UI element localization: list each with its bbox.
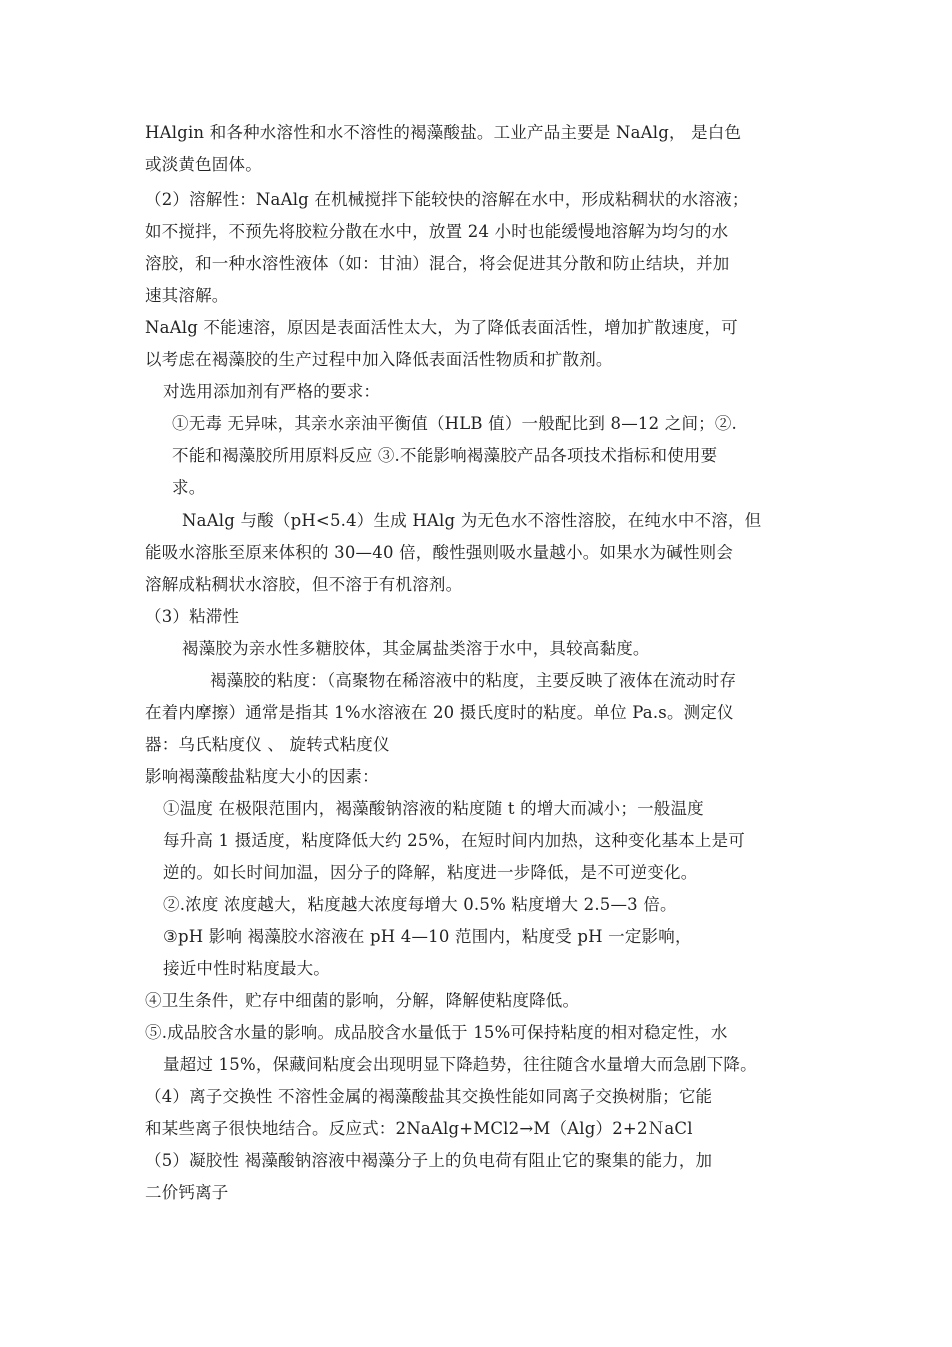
text-line: NaAlg 与酸（pH<5.4）生成 HAlg 为无色水不溶性溶胶，在纯水中不溶，但 — [182, 511, 762, 530]
text-line: ⑤.成品胶含水量的影响。成品胶含水量低于 15%可保持粘度的相对稳定性，水 — [145, 1023, 728, 1042]
text-line: 褐藻胶为亲水性多糖胶体，其金属盐类溶于水中，具较高黏度。 — [182, 639, 650, 658]
text-line: 接近中性时粘度最大。 — [163, 959, 330, 978]
text-line: 逆的。如长时间加温，因分子的降解，粘度进一步降低，是不可逆变化。 — [163, 863, 698, 882]
text-line: 二价钙离子 — [145, 1183, 229, 1202]
text-line: 能吸水溶胀至原来体积的 30—40 倍，酸性强则吸水量越小。如果水为碱性则会 — [145, 543, 734, 562]
text-line: 或淡黄色固体。 — [145, 155, 262, 174]
text-line: 影响褐藻酸盐粘度大小的因素： — [145, 767, 379, 786]
text-line: （3）粘滞性 — [145, 607, 240, 626]
text-line: 不能和褐藻胶所用原料反应 ③.不能影响褐藻胶产品各项技术指标和使用要 — [172, 446, 718, 465]
text-line: ①无毒 无异味，其亲水亲油平衡值（HLB 值）一般配比到 8—12 之间；②. — [172, 414, 737, 433]
text-line: 在着内摩擦）通常是指其 1%水溶液在 20 摄氏度时的粘度。单位 Pa.s。测定仪 — [145, 703, 734, 722]
text-line: 溶解成粘稠状水溶胶，但不溶于有机溶剂。 — [145, 575, 463, 594]
text-line: ②.浓度 浓度越大，粘度越大浓度每增大 0.5% 粘度增大 2.5—3 倍。 — [163, 895, 677, 914]
text-line: 量超过 15%，保藏间粘度会出现明显下降趋势，往往随含水量增大而急剧下降。 — [163, 1055, 757, 1074]
text-line: 器：乌氏粘度仪 、 旋转式粘度仪 — [145, 735, 390, 754]
text-line: 以考虑在褐藻胶的生产过程中加入降低表面活性物质和扩散剂。 — [145, 350, 613, 369]
text-line: （4）离子交换性 不溶性金属的褐藻酸盐其交换性能如同离子交换树脂；它能 — [145, 1087, 713, 1106]
text-line: 求。 — [172, 478, 206, 497]
text-line: （2）溶解性：NaAlg 在机械搅拌下能较快的溶解在水中，形成粘稠状的水溶液； — [145, 190, 749, 209]
text-line: ①温度 在极限范围内，褐藻酸钠溶液的粘度随 t 的增大而减小；一般温度 — [163, 799, 704, 818]
text-line: NaAlg 不能速溶，原因是表面活性太大，为了降低表面活性，增加扩散速度，可 — [145, 318, 738, 337]
text-line: ④卫生条件，贮存中细菌的影响，分解，降解使粘度降低。 — [145, 991, 580, 1010]
text-line: 和某些离子很快地结合。反应式：2NaAlg+MCl2→M（Alg）2+2ＮaCl — [145, 1119, 693, 1138]
text-line: ③pH 影响 褐藻胶水溶液在 pH 4—10 范围内，粘度受 pH 一定影响， — [163, 927, 692, 946]
text-line: 对选用添加剂有严格的要求： — [163, 382, 381, 401]
text-line: HAlgin 和各种水溶性和水不溶性的褐藻酸盐。工业产品主要是 NaAlg， 是白色 — [145, 123, 742, 142]
text-line: （5）凝胶性 褐藻酸钠溶液中褐藻分子上的负电荷有阻止它的聚集的能力，加 — [145, 1151, 713, 1170]
text-line: 溶胶，和一种水溶性液体（如：甘油）混合，将会促进其分散和防止结块，并加 — [145, 254, 730, 273]
text-line: 每升高 1 摄适度，粘度降低大约 25%，在短时间内加热，这种变化基本上是可 — [163, 831, 746, 850]
text-line: 如不搅拌，不预先将胶粒分散在水中，放置 24 小时也能缓慢地溶解为均匀的水 — [145, 222, 729, 241]
text-line: 褐藻胶的粘度：（高聚物在稀溶液中的粘度，主要反映了液体在流动时存 — [210, 671, 737, 690]
text-line: 速其溶解。 — [145, 286, 229, 305]
